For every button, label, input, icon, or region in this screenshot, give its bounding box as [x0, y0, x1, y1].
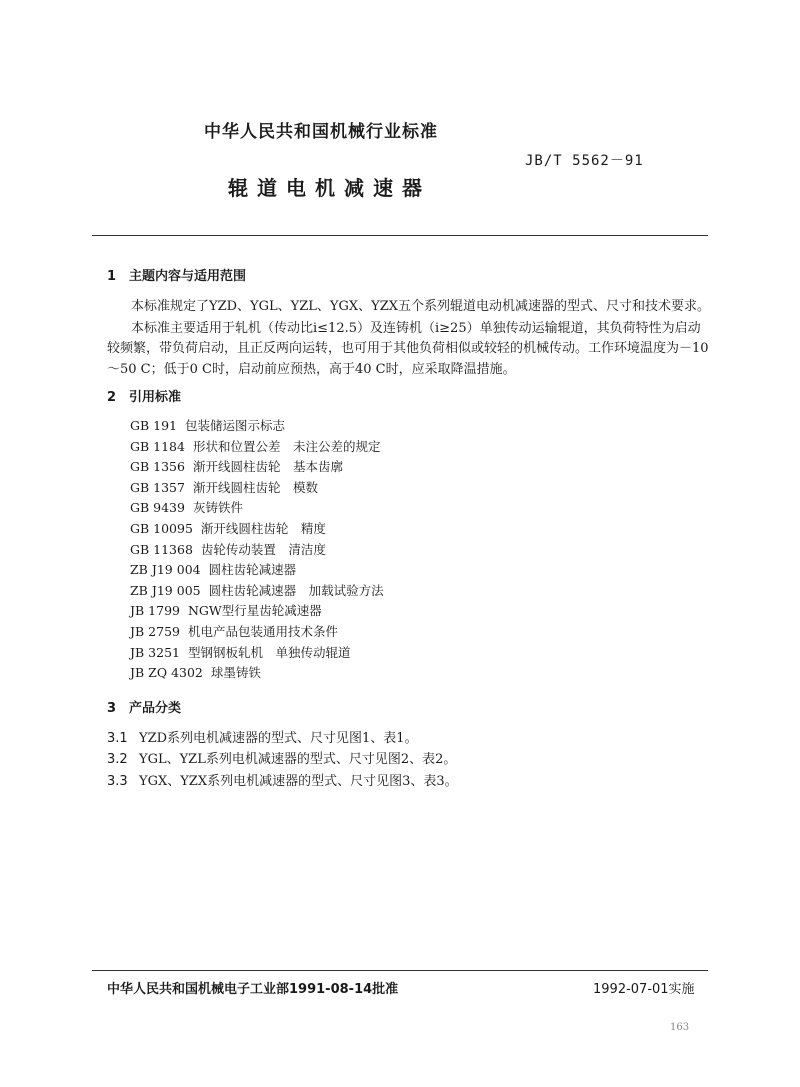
- list-item: [130, 457, 384, 478]
- clause-3-2: [107, 748, 456, 767]
- section-1-paragraph-1: 本标准规定了YZD、YGL、YZL、YGX、YZX五个系列辊道电动机减速器的型式、尺寸和技术要求。: [131, 299, 710, 314]
- ref-title: NGW型行星齿轮减速器: [187, 603, 322, 619]
- section-1-paragraph-2-line-2: 较频繁，带负荷启动，且正反两向运转，也可用于其他负荷相似或较轻的机械传动。工作环境温度为－10: [107, 341, 709, 356]
- ref-title: 灰铸铁件: [192, 500, 243, 516]
- ref-title: 圆柱齿轮减速器: [208, 562, 297, 578]
- list-item: [130, 498, 384, 519]
- ref-code: GB 1356: [130, 459, 185, 475]
- list-item: [130, 540, 384, 561]
- list-item: [130, 560, 384, 581]
- ref-code: JB 2759: [130, 623, 180, 639]
- ref-code: GB 1184: [130, 438, 185, 454]
- clause-number: 3.1: [107, 731, 128, 746]
- clause-3-3: [107, 770, 458, 789]
- ref-title: 球墨铸铁: [210, 665, 261, 681]
- section-1-paragraph-2-line-1: 本标准主要适用于轧机（传动比i≤12.5）及连铸机（i≥25）单独传动运输辊道，其负荷特性为启动: [131, 321, 701, 336]
- section-2-heading: 2 引用标准: [107, 390, 182, 405]
- section-1-paragraph-2-line-3: ～50 C；低于0 C时，启动前应预热，高于40 C时，应采取降温措施。: [107, 362, 516, 377]
- list-item: [130, 622, 384, 643]
- ref-title: 机电产品包装通用技术条件: [187, 623, 338, 639]
- ref-title: 形状和位置公差 未注公差的规定: [192, 438, 381, 454]
- ref-code: JB 1799: [130, 603, 180, 619]
- list-item: [130, 416, 384, 437]
- ref-code: GB 9439: [130, 500, 185, 516]
- clause-number: 3.2: [107, 752, 128, 767]
- ref-title: 包装储运图示标志: [185, 418, 286, 433]
- ref-code: GB 10095: [130, 520, 193, 536]
- section-1-heading: 1 主题内容与适用范围: [107, 269, 247, 284]
- ref-code: ZB J19 004: [130, 562, 201, 578]
- standard-number: JB/T 5562－91: [525, 153, 644, 169]
- list-item: [130, 601, 384, 622]
- top-divider: [92, 235, 708, 236]
- clause-text: YZD系列电机减速器的型式、尺寸见图1、表1。: [139, 731, 418, 746]
- referenced-standards-list: [130, 416, 384, 684]
- approval-line: 中华人民共和国机械电子工业部1991-08-14批准: [107, 982, 399, 997]
- ref-code: ZB J19 005: [130, 582, 201, 598]
- clause-number: 3.3: [107, 774, 128, 789]
- list-item: [130, 519, 384, 540]
- page-number: 163: [670, 1022, 690, 1033]
- ref-code: GB 191: [130, 418, 178, 433]
- ref-title: 型钢钢板轧机 单独传动辊道: [187, 644, 351, 660]
- clause-text: YGL、YZL系列电机减速器的型式、尺寸见图2、表2。: [139, 752, 457, 767]
- list-item: [130, 663, 384, 684]
- list-item: [130, 643, 384, 664]
- ref-title: 齿轮传动装置 清洁度: [200, 541, 326, 557]
- ref-title: 渐开线圆柱齿轮 模数: [192, 479, 318, 495]
- ref-title: 渐开线圆柱齿轮 精度: [200, 520, 326, 536]
- ref-code: GB 11368: [130, 541, 193, 557]
- clause-3-1: [107, 727, 418, 746]
- org-title: 中华人民共和国机械行业标准: [204, 122, 438, 142]
- implementation-date: 1992-07-01实施: [593, 982, 695, 997]
- bottom-divider: [92, 970, 708, 971]
- ref-code: JB ZQ 4302: [130, 665, 203, 681]
- list-item: [130, 581, 384, 602]
- document-title: 辊道电机减速器: [228, 176, 431, 200]
- ref-code: JB 3251: [130, 644, 180, 660]
- ref-title: 圆柱齿轮减速器 加载试验方法: [208, 582, 384, 598]
- list-item: [130, 437, 384, 458]
- ref-title: 渐开线圆柱齿轮 基本齿廓: [192, 459, 343, 475]
- section-3-heading: 3 产品分类: [107, 701, 182, 716]
- ref-code: GB 1357: [130, 479, 185, 495]
- list-item: [130, 478, 384, 499]
- clause-text: YGX、YZX系列电机减速器的型式、尺寸见图3、表3。: [139, 774, 458, 789]
